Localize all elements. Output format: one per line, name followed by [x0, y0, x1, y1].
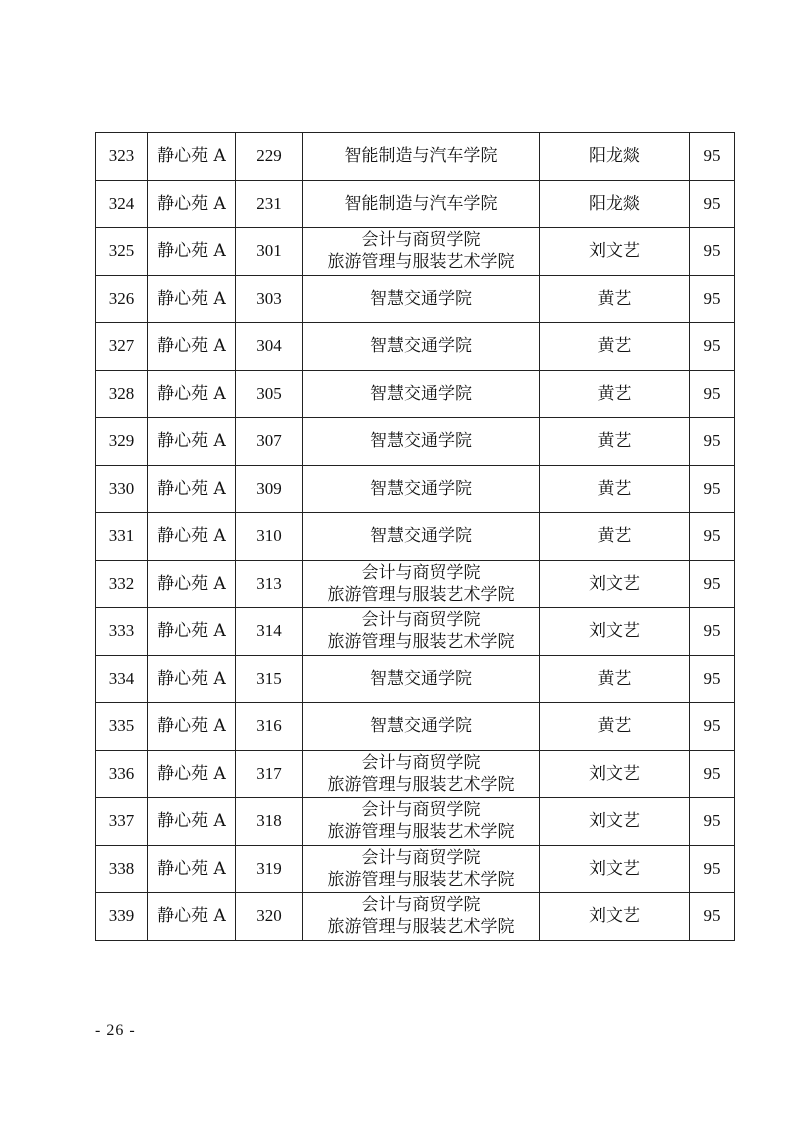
- college-cell: [303, 180, 540, 228]
- row-number-cell: 335: [96, 703, 148, 751]
- row-number-cell: 330: [96, 465, 148, 513]
- table-row: [96, 323, 735, 371]
- building-cell: 静心苑 A: [148, 465, 236, 513]
- row-number-cell: 327: [96, 323, 148, 371]
- college-line: 会计与商贸学院: [361, 610, 481, 631]
- room-number-cell: 231: [236, 180, 303, 228]
- table-row: [96, 560, 735, 608]
- row-number-cell: 336: [96, 750, 148, 798]
- person-in-charge-cell: 刘文艺: [540, 560, 690, 608]
- building-cell: 静心苑 A: [148, 275, 236, 323]
- college-cell: [303, 703, 540, 751]
- row-number-cell: 325: [96, 228, 148, 276]
- table-row: [96, 655, 735, 703]
- person-in-charge-cell: 黄艺: [540, 703, 690, 751]
- college-cell: [303, 465, 540, 513]
- college-line: 会计与商贸学院: [361, 800, 481, 821]
- table-row: [96, 133, 735, 181]
- table-body: [96, 133, 735, 941]
- room-number-cell: 305: [236, 370, 303, 418]
- college-line: 智慧交通学院: [370, 288, 472, 309]
- person-in-charge-cell: 刘文艺: [540, 845, 690, 893]
- college-line: 会计与商贸学院: [361, 230, 481, 251]
- table-row: [96, 513, 735, 561]
- college-line: 旅游管理与服装艺术学院: [327, 252, 515, 273]
- college-cell: [303, 323, 540, 371]
- row-number-cell: 323: [96, 133, 148, 181]
- college-line: 智慧交通学院: [370, 336, 472, 357]
- building-cell: 静心苑 A: [148, 228, 236, 276]
- room-number-cell: 316: [236, 703, 303, 751]
- table-row: [96, 750, 735, 798]
- college-line: 旅游管理与服装艺术学院: [327, 822, 515, 843]
- row-number-cell: 324: [96, 180, 148, 228]
- score-cell: 95: [690, 275, 735, 323]
- college-cell: [303, 798, 540, 846]
- building-cell: 静心苑 A: [148, 608, 236, 656]
- college-line: 旅游管理与服装艺术学院: [327, 584, 515, 605]
- person-in-charge-cell: 黄艺: [540, 465, 690, 513]
- score-cell: 95: [690, 655, 735, 703]
- row-number-cell: 332: [96, 560, 148, 608]
- room-number-cell: 320: [236, 893, 303, 941]
- college-line: 智慧交通学院: [370, 383, 472, 404]
- score-cell: 95: [690, 703, 735, 751]
- room-number-cell: 319: [236, 845, 303, 893]
- room-number-cell: 317: [236, 750, 303, 798]
- college-line: 会计与商贸学院: [361, 847, 481, 868]
- person-in-charge-cell: 黄艺: [540, 513, 690, 561]
- score-cell: 95: [690, 560, 735, 608]
- person-in-charge-cell: 刘文艺: [540, 798, 690, 846]
- score-cell: 95: [690, 228, 735, 276]
- person-in-charge-cell: 黄艺: [540, 655, 690, 703]
- building-cell: 静心苑 A: [148, 180, 236, 228]
- room-number-cell: 309: [236, 465, 303, 513]
- college-cell: [303, 370, 540, 418]
- score-cell: 95: [690, 750, 735, 798]
- person-in-charge-cell: 黄艺: [540, 418, 690, 466]
- college-cell: [303, 228, 540, 276]
- college-line: 旅游管理与服装艺术学院: [327, 869, 515, 890]
- college-cell: [303, 845, 540, 893]
- building-cell: 静心苑 A: [148, 845, 236, 893]
- building-cell: 静心苑 A: [148, 370, 236, 418]
- room-number-cell: 318: [236, 798, 303, 846]
- college-line: 智慧交通学院: [370, 716, 472, 737]
- building-cell: 静心苑 A: [148, 750, 236, 798]
- dormitory-table: [95, 132, 735, 941]
- building-cell: 静心苑 A: [148, 560, 236, 608]
- person-in-charge-cell: 黄艺: [540, 370, 690, 418]
- score-cell: 95: [690, 370, 735, 418]
- table-row: [96, 275, 735, 323]
- building-cell: 静心苑 A: [148, 513, 236, 561]
- score-cell: 95: [690, 323, 735, 371]
- room-number-cell: 315: [236, 655, 303, 703]
- table-row: [96, 893, 735, 941]
- room-number-cell: 229: [236, 133, 303, 181]
- row-number-cell: 329: [96, 418, 148, 466]
- college-line: 智慧交通学院: [370, 431, 472, 452]
- room-number-cell: 301: [236, 228, 303, 276]
- college-cell: [303, 513, 540, 561]
- row-number-cell: 337: [96, 798, 148, 846]
- person-in-charge-cell: 黄艺: [540, 323, 690, 371]
- college-line: 会计与商贸学院: [361, 895, 481, 916]
- room-number-cell: 310: [236, 513, 303, 561]
- row-number-cell: 331: [96, 513, 148, 561]
- table-row: [96, 180, 735, 228]
- score-cell: 95: [690, 465, 735, 513]
- college-line: 智慧交通学院: [370, 526, 472, 547]
- building-cell: 静心苑 A: [148, 798, 236, 846]
- person-in-charge-cell: 黄艺: [540, 275, 690, 323]
- room-number-cell: 303: [236, 275, 303, 323]
- score-cell: 95: [690, 513, 735, 561]
- row-number-cell: 339: [96, 893, 148, 941]
- college-cell: [303, 275, 540, 323]
- person-in-charge-cell: 刘文艺: [540, 893, 690, 941]
- table-row: [96, 465, 735, 513]
- score-cell: 95: [690, 893, 735, 941]
- row-number-cell: 326: [96, 275, 148, 323]
- score-cell: 95: [690, 133, 735, 181]
- person-in-charge-cell: 阳龙燚: [540, 133, 690, 181]
- page-number: - 26 -: [95, 1022, 136, 1039]
- college-line: 旅游管理与服装艺术学院: [327, 632, 515, 653]
- table-row: [96, 418, 735, 466]
- row-number-cell: 334: [96, 655, 148, 703]
- table-row: [96, 703, 735, 751]
- college-cell: [303, 418, 540, 466]
- college-cell: [303, 655, 540, 703]
- score-cell: 95: [690, 798, 735, 846]
- college-line: 智慧交通学院: [370, 668, 472, 689]
- person-in-charge-cell: 刘文艺: [540, 750, 690, 798]
- score-cell: 95: [690, 418, 735, 466]
- table-row: [96, 370, 735, 418]
- person-in-charge-cell: 刘文艺: [540, 228, 690, 276]
- table-row: [96, 608, 735, 656]
- college-cell: [303, 560, 540, 608]
- college-line: 智能制造与汽车学院: [344, 146, 498, 167]
- score-cell: 95: [690, 608, 735, 656]
- row-number-cell: 328: [96, 370, 148, 418]
- table-row: [96, 798, 735, 846]
- table-row: [96, 845, 735, 893]
- building-cell: 静心苑 A: [148, 703, 236, 751]
- room-number-cell: 313: [236, 560, 303, 608]
- college-line: 旅游管理与服装艺术学院: [327, 917, 515, 938]
- score-cell: 95: [690, 845, 735, 893]
- college-line: 智能制造与汽车学院: [344, 193, 498, 214]
- college-cell: [303, 893, 540, 941]
- college-line: 旅游管理与服装艺术学院: [327, 774, 515, 795]
- score-cell: 95: [690, 180, 735, 228]
- building-cell: 静心苑 A: [148, 133, 236, 181]
- building-cell: 静心苑 A: [148, 323, 236, 371]
- person-in-charge-cell: 阳龙燚: [540, 180, 690, 228]
- row-number-cell: 333: [96, 608, 148, 656]
- college-line: 会计与商贸学院: [361, 562, 481, 583]
- row-number-cell: 338: [96, 845, 148, 893]
- college-cell: [303, 608, 540, 656]
- building-cell: 静心苑 A: [148, 893, 236, 941]
- building-cell: 静心苑 A: [148, 418, 236, 466]
- college-line: 会计与商贸学院: [361, 752, 481, 773]
- person-in-charge-cell: 刘文艺: [540, 608, 690, 656]
- college-line: 智慧交通学院: [370, 478, 472, 499]
- college-cell: [303, 133, 540, 181]
- room-number-cell: 304: [236, 323, 303, 371]
- table-row: [96, 228, 735, 276]
- room-number-cell: 307: [236, 418, 303, 466]
- college-cell: [303, 750, 540, 798]
- room-number-cell: 314: [236, 608, 303, 656]
- building-cell: 静心苑 A: [148, 655, 236, 703]
